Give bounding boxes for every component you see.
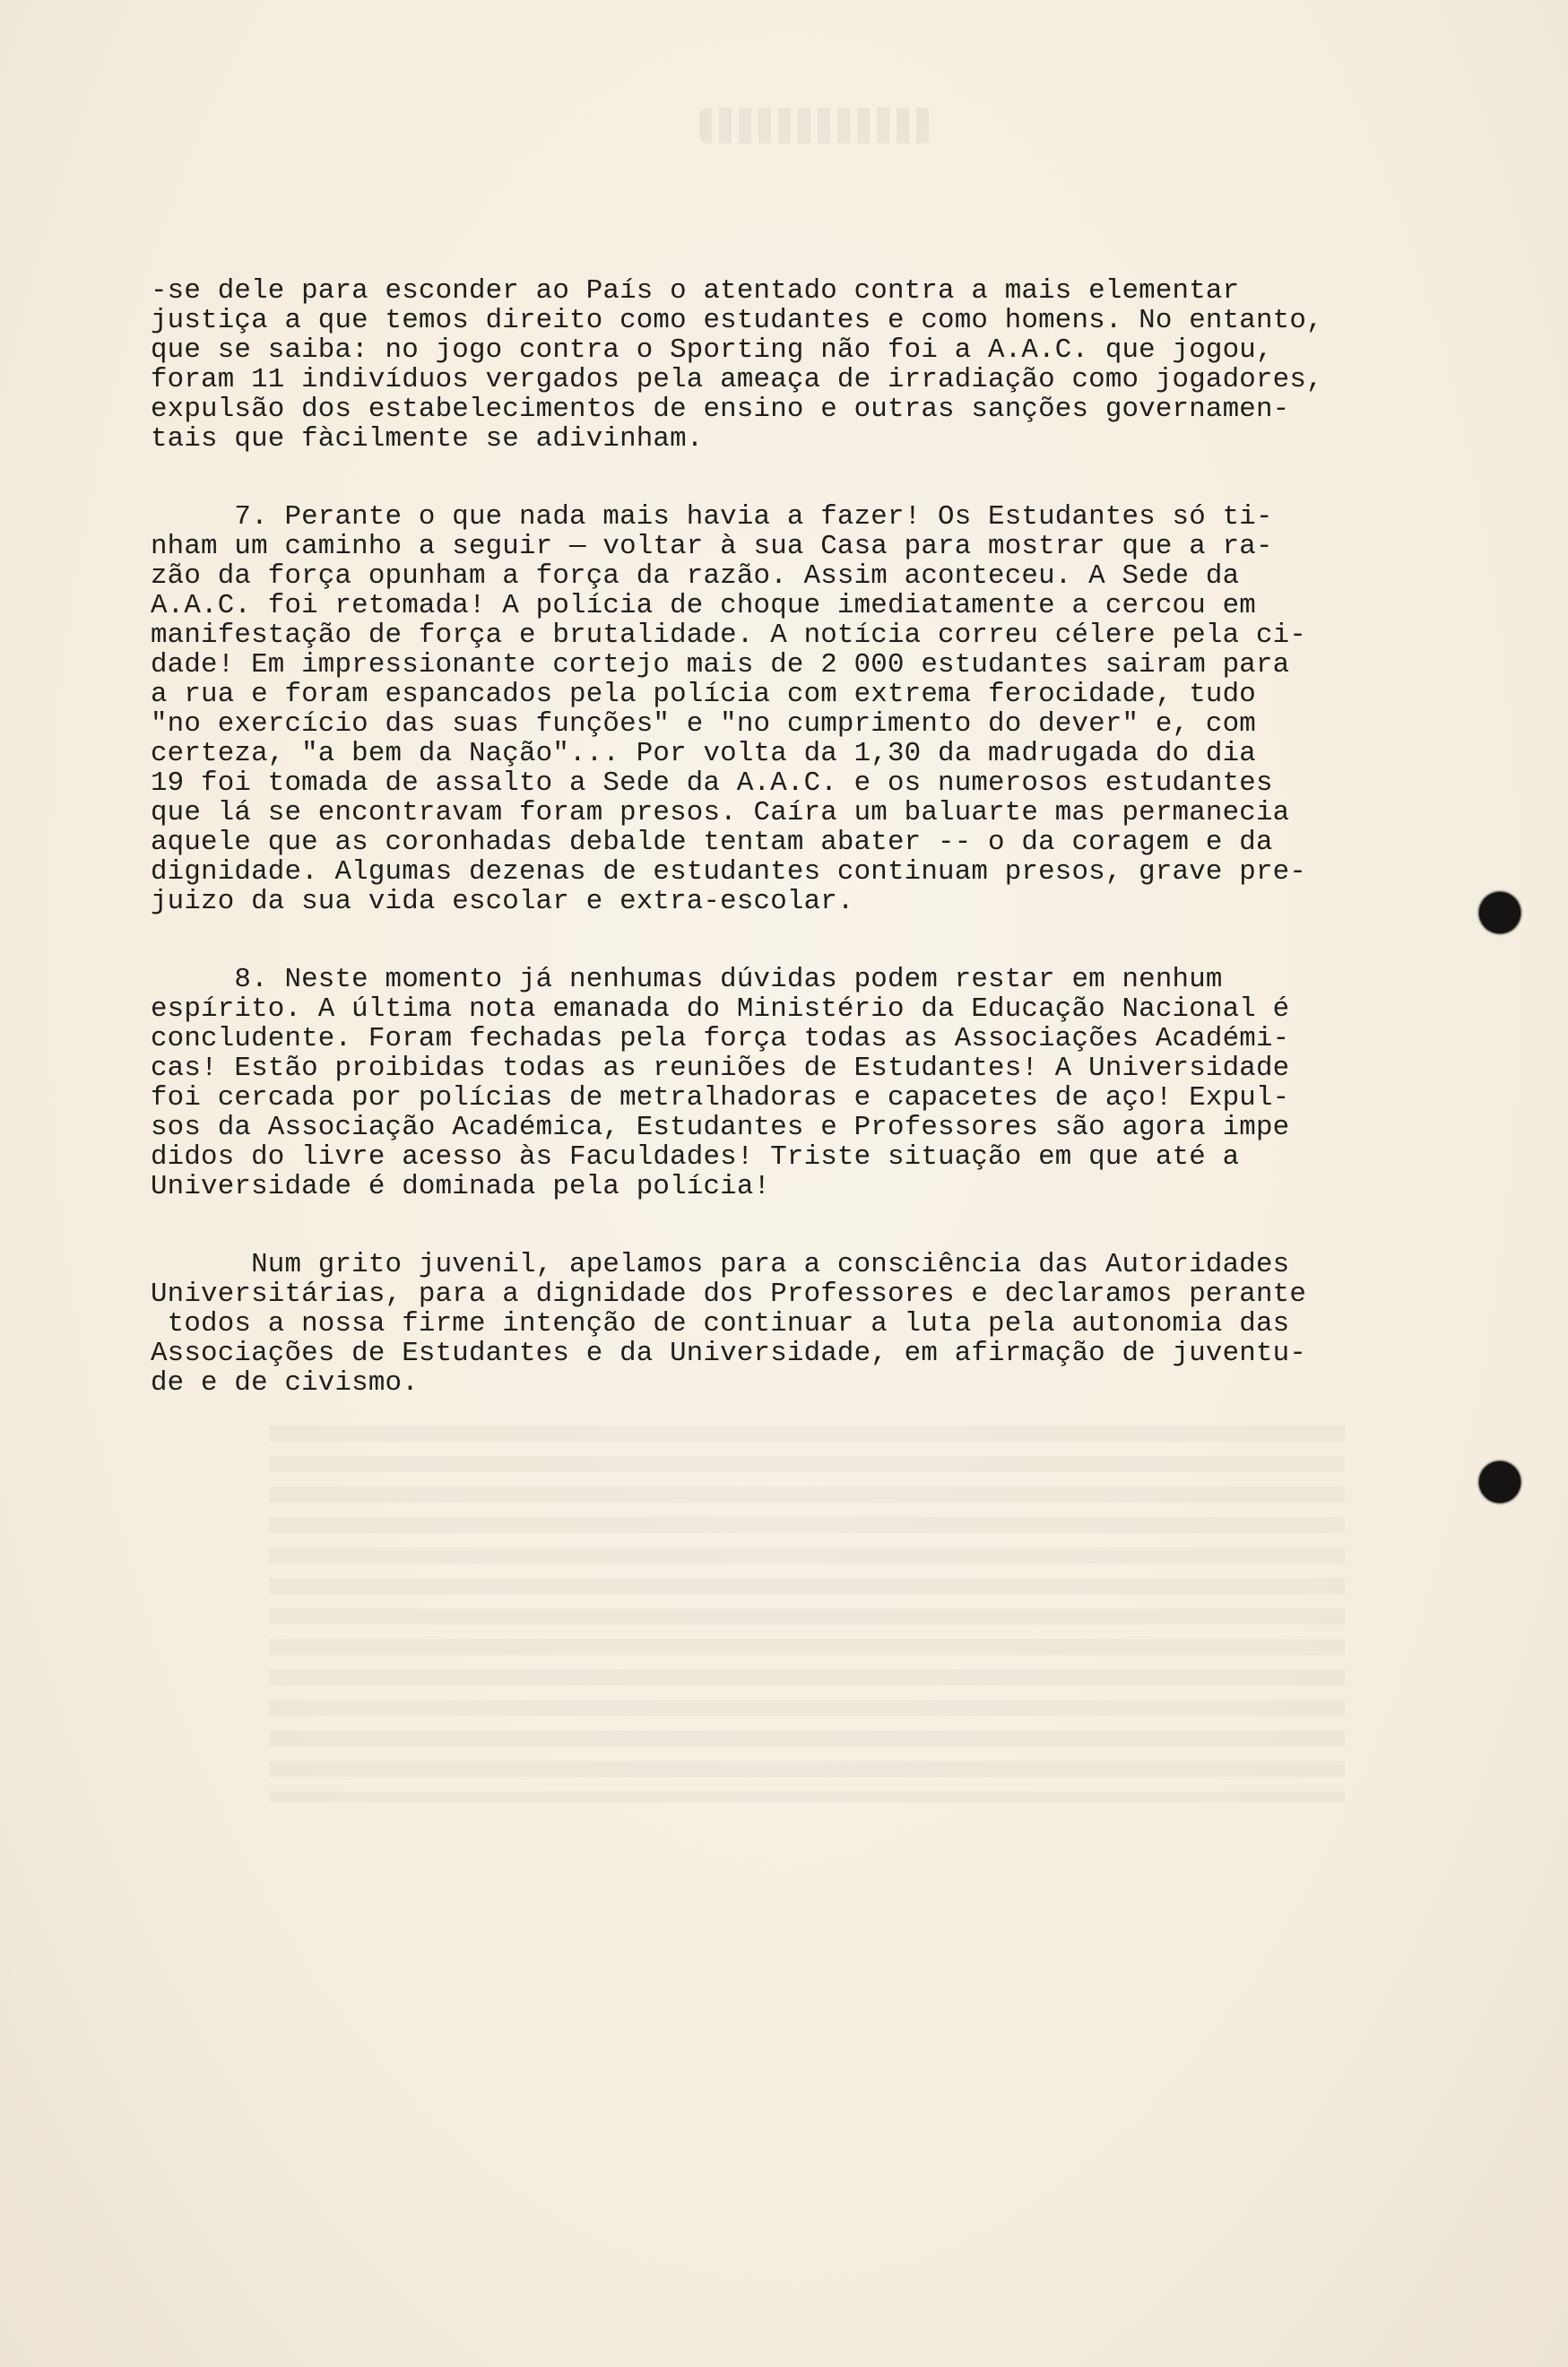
paragraph-continuation bbox=[151, 276, 1442, 454]
paragraph-7 bbox=[151, 502, 1442, 916]
text-line: que se saiba: no jogo contra o Sporting não foi a A.A.C. que jogou, bbox=[151, 334, 1273, 366]
text-line: que lá se encontravam foram presos. Caíra um baluarte mas permanecia bbox=[151, 797, 1290, 828]
text-line: tais que fàcilmente se adivinham. bbox=[151, 423, 704, 455]
text-line: espírito. A última nota emanada do Ministério da Educação Nacional é bbox=[151, 993, 1290, 1025]
punch-hole-top bbox=[1479, 892, 1520, 933]
paragraph-8 bbox=[151, 965, 1442, 1201]
text-line: manifestação de força e brutalidade. A notícia correu célere pela ci- bbox=[151, 620, 1306, 651]
text-line: Universitárias, para a dignidade dos Professores e declaramos perante bbox=[151, 1279, 1306, 1310]
text-line: Universidade é dominada pela polícia! bbox=[151, 1171, 771, 1202]
text-line: 19 foi tomada de assalto a Sede da A.A.C. e os numerosos estudantes bbox=[151, 767, 1273, 799]
text-line: sos da Associação Académica, Estudantes e Professores são agora impe bbox=[151, 1112, 1290, 1143]
text-line: Num grito juvenil, apelamos para a consciência das Autoridades bbox=[151, 1249, 1290, 1280]
text-line: aquele que as coronhadas debalde tentam abater -- o da coragem e da bbox=[151, 827, 1273, 858]
text-line: dade! Em impressionante cortejo mais de 2 000 estudantes sairam para bbox=[151, 649, 1290, 681]
text-line: dignidade. Algumas dezenas de estudantes continuam presos, grave pre- bbox=[151, 856, 1306, 888]
text-line: 8. Neste momento já nenhumas dúvidas podem restar em nenhum bbox=[151, 964, 1223, 995]
punch-hole-bottom bbox=[1479, 1461, 1520, 1503]
text-line: didos do livre acesso às Faculdades! Triste situação em que até a bbox=[151, 1141, 1240, 1173]
text-line: -se dele para esconder ao País o atentado contra a mais elementar bbox=[151, 275, 1240, 307]
text-line: 7. Perante o que nada mais havia a fazer! Os Estudantes só ti- bbox=[151, 501, 1273, 533]
text-line: concludente. Foram fechadas pela força todas as Associações Académi- bbox=[151, 1023, 1290, 1054]
show-through-text bbox=[269, 1426, 1345, 1802]
text-line: juizo da sua vida escolar e extra-escolar. bbox=[151, 886, 854, 917]
text-line: foi cercada por polícias de metralhadoras e capacetes de aço! Expul- bbox=[151, 1082, 1290, 1114]
text-line: A.A.C. foi retomada! A polícia de choque imediatamente a cercou em bbox=[151, 590, 1256, 621]
text-line: Associações de Estudantes e da Universidade, em afirmação de juventu- bbox=[151, 1338, 1306, 1369]
text-line: de e de civismo. bbox=[151, 1367, 419, 1399]
text-line: cas! Estão proibidas todas as reuniões de Estudantes! A Universidade bbox=[151, 1053, 1290, 1084]
text-line: a rua e foram espancados pela polícia com extrema ferocidade, tudo bbox=[151, 679, 1256, 710]
text-line: todos a nossa firme intenção de continuar a luta pela autonomia das bbox=[151, 1308, 1290, 1340]
text-line: certeza, "a bem da Nação"... Por volta da 1,30 da madrugada do dia bbox=[151, 738, 1256, 769]
text-line: expulsão dos estabelecimentos de ensino e outras sanções governamen- bbox=[151, 394, 1290, 425]
text-line: nham um caminho a seguir — voltar à sua Casa para mostrar que a ra- bbox=[151, 531, 1273, 562]
paragraph-closing-appeal bbox=[151, 1250, 1442, 1398]
document-body bbox=[151, 276, 1442, 1446]
text-line: justiça a que temos direito como estudantes e como homens. No entanto, bbox=[151, 305, 1323, 336]
text-line: foram 11 indivíduos vergados pela ameaça de irradiação como jogadores, bbox=[151, 364, 1323, 395]
text-line: zão da força opunham a força da razão. Assim aconteceu. A Sede da bbox=[151, 560, 1240, 592]
show-through-heading bbox=[699, 108, 932, 143]
text-line: "no exercício das suas funções" e "no cumprimento do dever" e, com bbox=[151, 708, 1256, 740]
